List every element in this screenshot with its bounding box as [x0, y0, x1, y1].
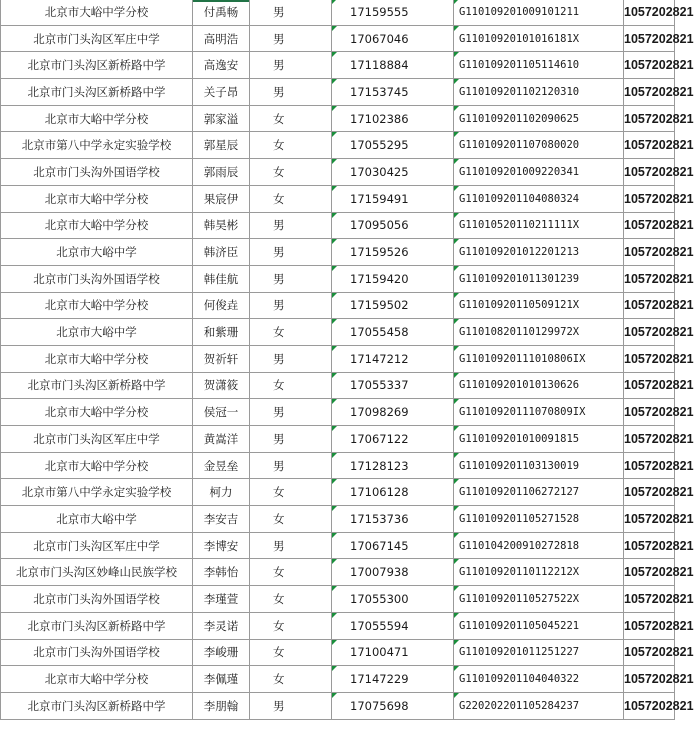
table-row — [1, 185, 675, 212]
name-cell[interactable]: 付禹畅 — [193, 0, 250, 25]
school-cell[interactable]: 北京市门头沟区新桥路中学 — [1, 612, 193, 639]
school-cell[interactable]: 北京市大峪中学分校 — [1, 399, 193, 426]
exam-number-cell[interactable]: 1057202821 — [624, 132, 675, 159]
student-id-cell[interactable]: 17098269 — [332, 399, 454, 426]
gender-cell[interactable]: 男 — [250, 426, 332, 453]
student-id-cell[interactable]: 17067145 — [332, 532, 454, 559]
student-id-cell[interactable]: 17159502 — [332, 292, 454, 319]
exam-number-cell[interactable]: 1057202821 — [624, 265, 675, 292]
student-id-cell[interactable]: 17007938 — [332, 559, 454, 586]
table-row — [1, 292, 675, 319]
gender-cell[interactable]: 女 — [250, 132, 332, 159]
school-cell[interactable]: 北京市大峪中学分校 — [1, 345, 193, 372]
exam-number-cell[interactable]: 1057202821 — [624, 292, 675, 319]
student-id-cell[interactable]: 17153736 — [332, 506, 454, 533]
registration-code-cell[interactable]: G110109201105045221 — [454, 612, 624, 639]
exam-number-cell[interactable]: 1057202821 — [624, 345, 675, 372]
school-cell[interactable]: 北京市门头沟区妙峰山民族学校 — [1, 559, 193, 586]
gender-cell[interactable]: 女 — [250, 639, 332, 666]
student-id-cell[interactable]: 17067046 — [332, 25, 454, 52]
name-cell[interactable]: 李佩瑾 — [193, 666, 250, 693]
school-cell[interactable]: 北京市第八中学永定实验学校 — [1, 132, 193, 159]
exam-number-cell[interactable]: 1057202821 — [624, 212, 675, 239]
gender-cell[interactable]: 女 — [250, 559, 332, 586]
table-row — [1, 319, 675, 346]
exam-number-cell[interactable]: 1057202821 — [624, 586, 675, 613]
table-row — [1, 692, 675, 719]
student-id-cell[interactable]: 17055295 — [332, 132, 454, 159]
name-cell[interactable]: 郭星辰 — [193, 132, 250, 159]
table-row — [1, 0, 675, 25]
school-cell[interactable]: 北京市门头沟区新桥路中学 — [1, 79, 193, 106]
student-id-cell[interactable]: 17055337 — [332, 372, 454, 399]
gender-cell[interactable]: 男 — [250, 345, 332, 372]
school-cell[interactable]: 北京市门头沟外国语学校 — [1, 639, 193, 666]
school-cell[interactable]: 北京市大峪中学分校 — [1, 452, 193, 479]
name-cell[interactable]: 关子昂 — [193, 79, 250, 106]
registration-code-cell[interactable]: G110109201105114610 — [454, 52, 624, 79]
student-id-cell[interactable]: 17128123 — [332, 452, 454, 479]
table-row — [1, 212, 675, 239]
exam-number-cell[interactable]: 1057202821 — [624, 159, 675, 186]
table-row — [1, 52, 675, 79]
school-cell[interactable]: 北京市门头沟区军庄中学 — [1, 532, 193, 559]
student-id-cell[interactable]: 17055594 — [332, 612, 454, 639]
gender-cell[interactable]: 女 — [250, 612, 332, 639]
school-cell[interactable]: 北京市大峪中学 — [1, 506, 193, 533]
school-cell[interactable]: 北京市第八中学永定实验学校 — [1, 479, 193, 506]
table-row — [1, 132, 675, 159]
exam-number-cell[interactable]: 1057202821 — [624, 319, 675, 346]
school-cell[interactable]: 北京市门头沟区军庄中学 — [1, 426, 193, 453]
gender-cell[interactable]: 女 — [250, 185, 332, 212]
school-cell[interactable]: 北京市门头沟区新桥路中学 — [1, 692, 193, 719]
gender-cell[interactable]: 男 — [250, 25, 332, 52]
registration-code-cell[interactable]: G11010520110211111X — [454, 212, 624, 239]
school-cell[interactable]: 北京市大峪中学 — [1, 319, 193, 346]
exam-number-cell[interactable]: 1057202821 — [624, 372, 675, 399]
school-cell[interactable]: 北京市门头沟区军庄中学 — [1, 25, 193, 52]
table-row — [1, 639, 675, 666]
gender-cell[interactable]: 男 — [250, 239, 332, 266]
table-row — [1, 532, 675, 559]
name-cell[interactable]: 李博安 — [193, 532, 250, 559]
gender-cell[interactable]: 男 — [250, 292, 332, 319]
student-id-cell[interactable]: 17159555 — [332, 0, 454, 25]
registration-code-cell[interactable]: G110109201102090625 — [454, 105, 624, 132]
table-row — [1, 612, 675, 639]
registration-code-cell[interactable]: G110109201105271528 — [454, 506, 624, 533]
student-id-cell[interactable]: 17159526 — [332, 239, 454, 266]
table-row — [1, 159, 675, 186]
exam-number-cell[interactable]: 1057202821 — [624, 185, 675, 212]
table-row — [1, 479, 675, 506]
registration-code-cell[interactable]: G110109201102120310 — [454, 79, 624, 106]
exam-number-cell[interactable]: 1057202821 — [624, 559, 675, 586]
gender-cell[interactable]: 女 — [250, 159, 332, 186]
table-row — [1, 506, 675, 533]
gender-cell[interactable]: 男 — [250, 532, 332, 559]
exam-number-cell[interactable]: 1057202821 — [624, 79, 675, 106]
name-cell[interactable]: 韩昊彬 — [193, 212, 250, 239]
registration-code-cell[interactable]: G110109201011251227 — [454, 639, 624, 666]
school-cell[interactable]: 北京市大峪中学分校 — [1, 0, 193, 25]
school-cell[interactable]: 北京市大峪中学 — [1, 239, 193, 266]
school-cell[interactable]: 北京市大峪中学分校 — [1, 666, 193, 693]
registration-code-cell[interactable]: G110109201107080020 — [454, 132, 624, 159]
table-row — [1, 399, 675, 426]
registration-code-cell[interactable]: G11010920110509121X — [454, 292, 624, 319]
name-cell[interactable]: 李韩怡 — [193, 559, 250, 586]
student-id-cell[interactable]: 17055300 — [332, 586, 454, 613]
name-cell[interactable]: 柯力 — [193, 479, 250, 506]
student-id-cell[interactable]: 17067122 — [332, 426, 454, 453]
gender-cell[interactable]: 女 — [250, 319, 332, 346]
registration-code-cell[interactable]: G11010920111010806IX — [454, 345, 624, 372]
table-row — [1, 666, 675, 693]
school-cell[interactable]: 北京市大峪中学分校 — [1, 105, 193, 132]
registration-code-cell[interactable]: G110109201012201213 — [454, 239, 624, 266]
exam-number-cell[interactable]: 1057202821 — [624, 612, 675, 639]
name-cell[interactable]: 李峻珊 — [193, 639, 250, 666]
table-row — [1, 426, 675, 453]
exam-number-cell[interactable]: 1057202821 — [624, 452, 675, 479]
name-cell[interactable]: 郭家溢 — [193, 105, 250, 132]
exam-number-cell[interactable]: 1057202821 — [624, 25, 675, 52]
school-cell[interactable]: 北京市门头沟外国语学校 — [1, 265, 193, 292]
registration-code-cell[interactable]: G110109201010130626 — [454, 372, 624, 399]
school-cell[interactable]: 北京市门头沟外国语学校 — [1, 586, 193, 613]
student-id-cell[interactable]: 17153745 — [332, 79, 454, 106]
registration-code-cell[interactable]: G110104200910272818 — [454, 532, 624, 559]
student-id-cell[interactable]: 17147229 — [332, 666, 454, 693]
school-cell[interactable]: 北京市门头沟外国语学校 — [1, 159, 193, 186]
table-body — [1, 0, 694, 719]
registration-code-cell[interactable]: G110109201009101211 — [454, 0, 624, 25]
gender-cell[interactable]: 男 — [250, 692, 332, 719]
exam-number-cell[interactable]: 1057202821 — [624, 692, 675, 719]
table-row — [1, 559, 675, 586]
table-row — [1, 265, 675, 292]
school-cell[interactable]: 北京市大峪中学分校 — [1, 185, 193, 212]
exam-number-cell[interactable]: 1057202821 — [624, 426, 675, 453]
name-cell[interactable]: 李安吉 — [193, 506, 250, 533]
table-row — [1, 345, 675, 372]
name-cell[interactable]: 贺祈轩 — [193, 345, 250, 372]
student-id-cell[interactable]: 17100471 — [332, 639, 454, 666]
registration-code-cell[interactable]: G11010820110129972X — [454, 319, 624, 346]
gender-cell[interactable]: 男 — [250, 79, 332, 106]
gender-cell[interactable]: 女 — [250, 105, 332, 132]
name-cell[interactable]: 侯冠一 — [193, 399, 250, 426]
table-row — [1, 586, 675, 613]
name-cell[interactable]: 郭雨辰 — [193, 159, 250, 186]
exam-number-cell[interactable]: 1057202821 — [624, 639, 675, 666]
registration-code-cell[interactable]: G11010920111070809IX — [454, 399, 624, 426]
name-cell[interactable]: 和紫珊 — [193, 319, 250, 346]
name-cell[interactable]: 黄嵩洋 — [193, 426, 250, 453]
name-cell[interactable]: 李灵诺 — [193, 612, 250, 639]
registration-code-cell[interactable]: G110109201010091815 — [454, 426, 624, 453]
gender-cell[interactable]: 女 — [250, 666, 332, 693]
exam-number-cell[interactable]: 1057202821 — [624, 0, 675, 25]
registration-code-cell[interactable]: G11010920110527522X — [454, 586, 624, 613]
student-id-cell[interactable]: 17118884 — [332, 52, 454, 79]
exam-number-cell[interactable]: 1057202821 — [624, 399, 675, 426]
name-cell[interactable]: 韩佳航 — [193, 265, 250, 292]
student-id-cell[interactable]: 17147212 — [332, 345, 454, 372]
school-cell[interactable]: 北京市大峪中学分校 — [1, 292, 193, 319]
name-cell[interactable]: 高明浩 — [193, 25, 250, 52]
student-id-cell[interactable]: 17055458 — [332, 319, 454, 346]
registration-code-cell[interactable]: G110109201104080324 — [454, 185, 624, 212]
student-id-cell[interactable]: 17159491 — [332, 185, 454, 212]
registration-code-cell[interactable]: G11010920101016181X — [454, 25, 624, 52]
gender-cell[interactable]: 女 — [250, 586, 332, 613]
registration-code-cell[interactable]: G110109201106272127 — [454, 479, 624, 506]
gender-cell[interactable]: 男 — [250, 52, 332, 79]
student-id-cell[interactable]: 17102386 — [332, 105, 454, 132]
name-cell[interactable]: 李瑾萱 — [193, 586, 250, 613]
student-id-cell[interactable]: 17095056 — [332, 212, 454, 239]
name-cell[interactable]: 韩济臣 — [193, 239, 250, 266]
exam-number-cell[interactable]: 1057202821 — [624, 52, 675, 79]
gender-cell[interactable]: 女 — [250, 506, 332, 533]
student-id-cell[interactable]: 17106128 — [332, 479, 454, 506]
exam-number-cell[interactable]: 1057202821 — [624, 105, 675, 132]
exam-number-cell[interactable]: 1057202821 — [624, 666, 675, 693]
name-cell[interactable]: 高逸安 — [193, 52, 250, 79]
gender-cell[interactable]: 男 — [250, 399, 332, 426]
gender-cell[interactable]: 女 — [250, 479, 332, 506]
student-id-cell[interactable]: 17159420 — [332, 265, 454, 292]
school-cell[interactable]: 北京市门头沟区新桥路中学 — [1, 372, 193, 399]
gender-cell[interactable]: 男 — [250, 212, 332, 239]
name-cell[interactable]: 贺潇筱 — [193, 372, 250, 399]
name-cell[interactable]: 何俊垚 — [193, 292, 250, 319]
school-cell[interactable]: 北京市门头沟区新桥路中学 — [1, 52, 193, 79]
student-id-cell[interactable]: 17030425 — [332, 159, 454, 186]
registration-code-cell[interactable]: G11010920110112212X — [454, 559, 624, 586]
exam-number-cell[interactable]: 1057202821 — [624, 239, 675, 266]
gender-cell[interactable]: 男 — [250, 452, 332, 479]
table-row — [1, 452, 675, 479]
student-id-cell[interactable]: 17075698 — [332, 692, 454, 719]
exam-number-cell[interactable]: 1057202821 — [624, 479, 675, 506]
table-row — [1, 239, 675, 266]
exam-number-cell[interactable]: 1057202821 — [624, 506, 675, 533]
gender-cell[interactable]: 女 — [250, 372, 332, 399]
gender-cell[interactable]: 男 — [250, 0, 332, 25]
gender-cell[interactable]: 男 — [250, 265, 332, 292]
name-cell[interactable]: 李朋翰 — [193, 692, 250, 719]
name-cell[interactable]: 果宸伊 — [193, 185, 250, 212]
table-row — [1, 25, 675, 52]
school-cell[interactable]: 北京市大峪中学分校 — [1, 212, 193, 239]
name-cell[interactable]: 金昱垒 — [193, 452, 250, 479]
registration-code-cell[interactable]: G220202201105284237 — [454, 692, 624, 719]
registration-code-cell[interactable]: G110109201103130019 — [454, 452, 624, 479]
table-row — [1, 79, 675, 106]
exam-number-cell[interactable]: 1057202821 — [624, 532, 675, 559]
table-row — [1, 372, 675, 399]
registration-code-cell[interactable]: G110109201104040322 — [454, 666, 624, 693]
registration-code-cell[interactable]: G110109201009220341 — [454, 159, 624, 186]
table-row — [1, 105, 675, 132]
registration-code-cell[interactable]: G110109201011301239 — [454, 265, 624, 292]
